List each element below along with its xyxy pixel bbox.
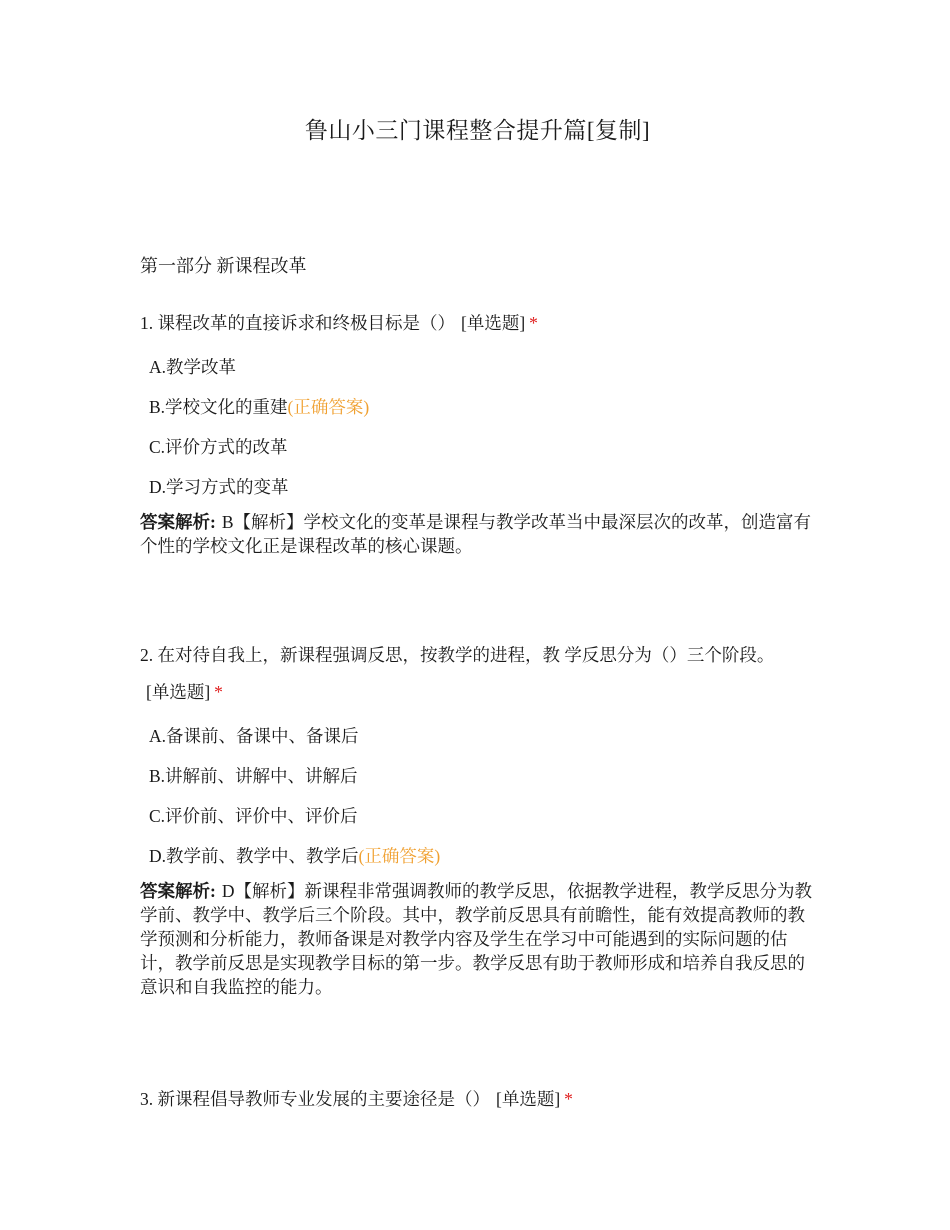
analysis-label: 答案解析: bbox=[140, 881, 216, 901]
answer-analysis bbox=[140, 879, 815, 999]
option-label: C.评价前、评价中、评价后 bbox=[149, 806, 358, 826]
question-number: 3. bbox=[140, 1089, 154, 1109]
question-type: [单选题] bbox=[496, 1089, 561, 1109]
question-type: [单选题] bbox=[146, 682, 211, 702]
question-text: 课程改革的直接诉求和终极目标是（） bbox=[157, 313, 455, 333]
required-mark: * bbox=[529, 313, 538, 333]
question-number: 1. bbox=[140, 313, 154, 333]
option-list bbox=[140, 347, 815, 507]
question-2 bbox=[140, 637, 815, 999]
required-mark: * bbox=[564, 1089, 573, 1109]
question-1 bbox=[140, 305, 815, 558]
option-label: B.讲解前、讲解中、讲解后 bbox=[149, 766, 358, 786]
question-stem bbox=[140, 305, 815, 342]
option-b[interactable] bbox=[140, 387, 815, 427]
option-label: D.教学前、教学中、教学后 bbox=[149, 846, 359, 866]
analysis-label: 答案解析: bbox=[140, 512, 216, 532]
question-3 bbox=[140, 1081, 815, 1118]
question-stem bbox=[140, 1081, 815, 1118]
option-b[interactable] bbox=[140, 756, 815, 796]
answer-analysis bbox=[140, 510, 815, 558]
option-d[interactable] bbox=[140, 467, 815, 507]
analysis-text: B【解析】学校文化的变革是课程与教学改革当中最深层次的改革，创造富有个性的学校文化正是课程改革的核心课题。 bbox=[140, 512, 811, 556]
correct-answer-tag: (正确答案) bbox=[287, 397, 370, 417]
option-list bbox=[140, 716, 815, 876]
option-c[interactable] bbox=[140, 427, 815, 467]
option-label: B.学校文化的重建 bbox=[149, 397, 288, 417]
question-text: 新课程倡导教师专业发展的主要途径是（） bbox=[157, 1089, 490, 1109]
question-type: [单选题] bbox=[461, 313, 526, 333]
question-number: 2. bbox=[140, 645, 154, 665]
question-text: 在对待自我上，新课程强调反思，按教学的进程，教 学反思分为（）三个阶段。 bbox=[157, 645, 775, 665]
required-mark: * bbox=[214, 682, 223, 702]
question-stem bbox=[140, 637, 815, 711]
option-label: D.学习方式的变革 bbox=[149, 477, 289, 497]
analysis-text: D【解析】新课程非常强调教师的教学反思，依据教学进程，教学反思分为教学前、教学中、教学后三个阶段。其中，教学前反思具有前瞻性，能有效提高教师的教学预测和分析能力，教师备课是对教学内容及学生在学习中可能遇到的实际问题的估计，教学前反思是实现教学目标的第一步。教学反思有助于教师形成和培养自我反思的意识和自我监控的能力。 bbox=[140, 881, 812, 997]
option-label: A.备课前、备课中、备课后 bbox=[149, 726, 359, 746]
option-a[interactable] bbox=[140, 347, 815, 387]
document-title: 鲁山小三门课程整合提升篇[复制] bbox=[304, 118, 651, 143]
option-a[interactable] bbox=[140, 716, 815, 756]
option-label: C.评价方式的改革 bbox=[149, 437, 288, 457]
correct-answer-tag: (正确答案) bbox=[358, 846, 441, 866]
section-title: 第一部分 新课程改革 bbox=[140, 256, 307, 276]
option-d[interactable] bbox=[140, 836, 815, 876]
option-c[interactable] bbox=[140, 796, 815, 836]
option-label: A.教学改革 bbox=[149, 357, 237, 377]
